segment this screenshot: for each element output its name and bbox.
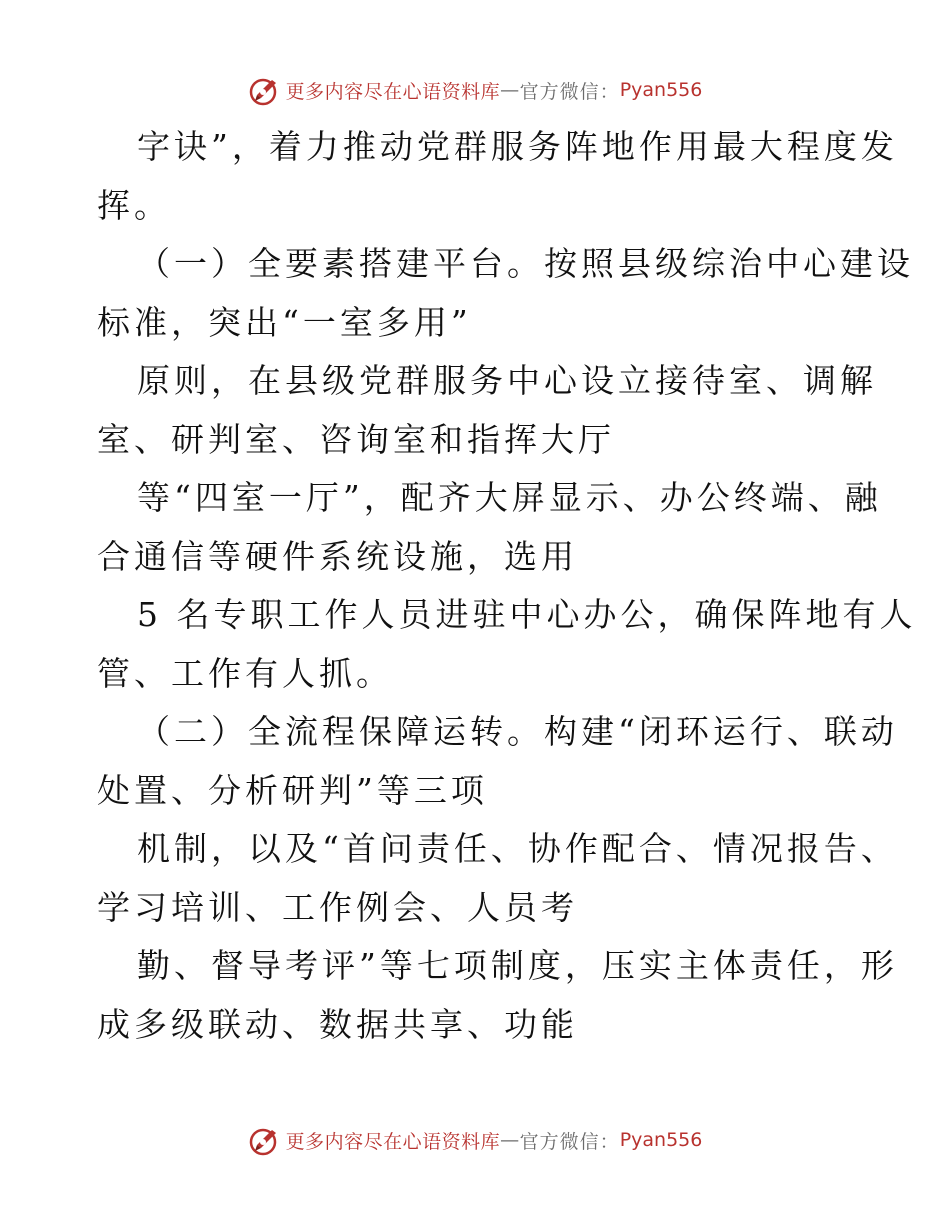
text-line: 机制，以及“首问责任、协作配合、情况报告、 [137, 829, 898, 868]
text-line: 成多级联动、数据共享、功能 [97, 1004, 578, 1044]
watermark-site-text: 更多内容尽在心语资料库 [285, 1130, 501, 1153]
text-line: 学习培训、工作例会、人员考 [97, 887, 578, 927]
watermark-wechat-id: Pyan556 [619, 1129, 703, 1151]
text-line: （二）全流程保障运转。构建“闭环运行、联动 [137, 712, 898, 751]
text-line: 挥。 [97, 185, 171, 225]
text-line: 5 名专职工作人员进驻中心办公，确保阵地有人 [137, 595, 917, 634]
footer-watermark [0, 1122, 950, 1158]
text-line: 合通信等硬件系统设施，选用 [97, 536, 578, 576]
watermark-wechat-id: Pyan556 [619, 79, 703, 101]
watermark-wechat-label: 官方微信： [519, 1130, 620, 1153]
text-line: 处置、分析研判”等三项 [97, 770, 488, 810]
watermark-separator: — [500, 1129, 520, 1151]
text-line: 勤、督导考评”等七项制度，压实主体责任，形 [137, 946, 898, 985]
text-line: 标准，突出“一室多用” [97, 302, 472, 342]
text-line: 管、工作有人抓。 [97, 653, 393, 693]
document-body [97, 118, 917, 1054]
header-watermark [0, 72, 950, 108]
writing-pen-logo-icon [248, 1123, 282, 1157]
text-line: 室、研判室、咨询室和指挥大厅 [97, 419, 615, 459]
text-line: 字诀”，着力推动党群服务阵地作用最大程度发 [137, 127, 898, 166]
text-line: 原则，在县级党群服务中心设立接待室、调解 [137, 361, 877, 400]
watermark-wechat-label: 官方微信： [519, 80, 620, 103]
text-line: （一）全要素搭建平台。按照县级综治中心建设 [137, 244, 914, 283]
writing-pen-logo-icon [248, 73, 282, 107]
text-line: 等“四室一厅”，配齐大屏显示、办公终端、融 [137, 478, 882, 517]
watermark-site-text: 更多内容尽在心语资料库 [285, 80, 501, 103]
watermark-separator: — [500, 79, 520, 101]
